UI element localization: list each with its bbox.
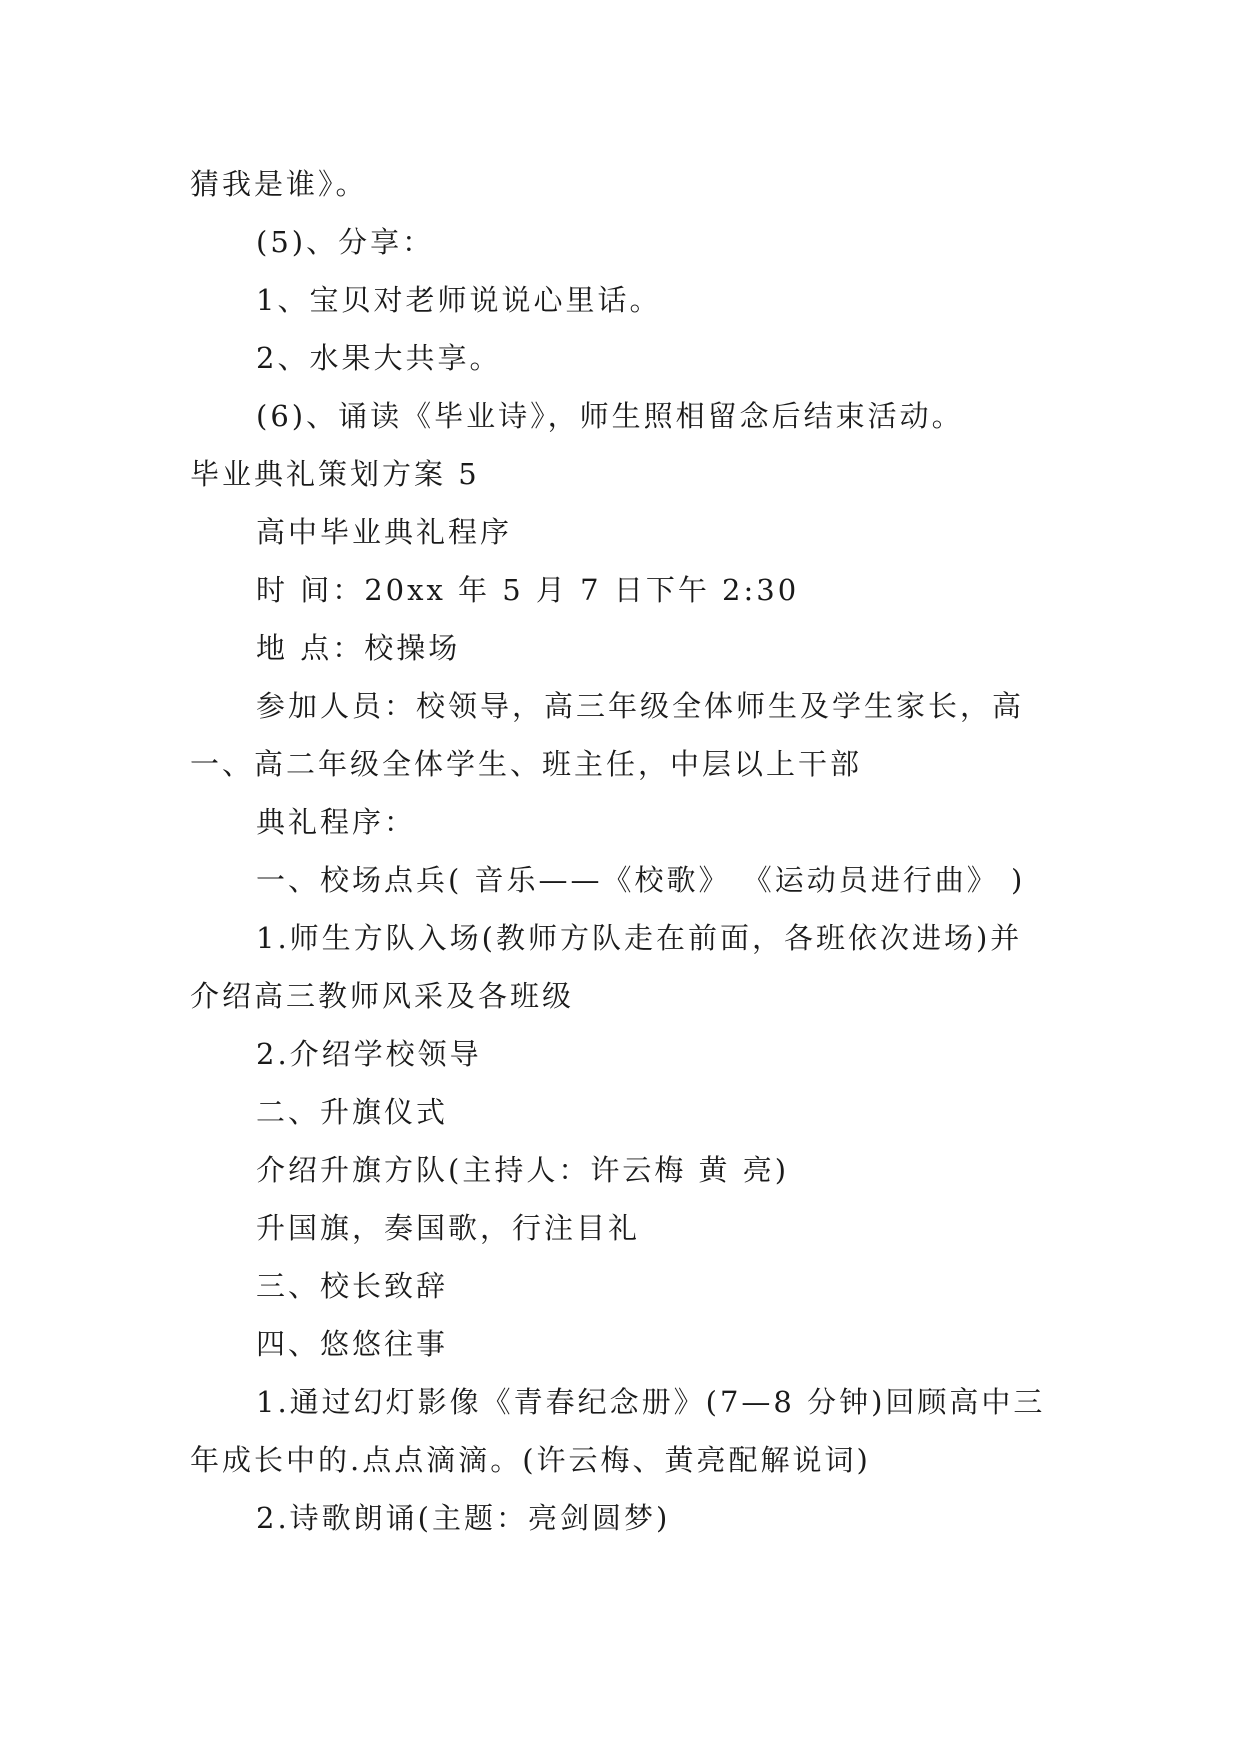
- text-line: 四、悠悠往事: [256, 1327, 449, 1361]
- text-line: 地 点：校操场: [256, 631, 461, 665]
- text-line: 2、水果大共享。: [256, 341, 502, 375]
- text-line: 2.诗歌朗诵(主题：亮剑圆梦): [256, 1501, 671, 1535]
- text-line: 三、校长致辞: [256, 1269, 449, 1303]
- text-line: 介绍高三教师风采及各班级: [190, 979, 575, 1013]
- text-line: (6)、诵读《毕业诗》，师生照相留念后结束活动。: [256, 399, 964, 433]
- text-line: 典礼程序：: [256, 805, 417, 839]
- text-line: 时 间：20xx 年 5 月 7 日下午 2:30: [256, 573, 800, 607]
- text-line: 1.师生方队入场(教师方队走在前面，各班依次进场)并: [256, 921, 1023, 955]
- text-line: (5)、分享：: [256, 225, 435, 259]
- text-line: 年成长中的.点点滴滴。(许云梅、黄亮配解说词): [190, 1443, 871, 1477]
- text-line: 1.通过幻灯影像《青春纪念册》(7—8 分钟)回顾高中三: [256, 1385, 1046, 1419]
- text-line: 二、升旗仪式: [256, 1095, 449, 1129]
- text-line: 猜我是谁》。: [190, 167, 368, 201]
- text-line: 高中毕业典礼程序: [256, 515, 513, 549]
- text-line: 介绍升旗方队(主持人：许云梅 黄 亮): [256, 1153, 790, 1187]
- text-line: 2.介绍学校领导: [256, 1037, 482, 1071]
- text-line: 一、高二年级全体学生、班主任，中层以上干部: [190, 747, 863, 781]
- text-line: 一、校场点兵( 音乐——《校歌》 《运动员进行曲》 ): [256, 863, 1026, 897]
- text-line: 参加人员：校领导，高三年级全体师生及学生家长，高: [256, 689, 1025, 723]
- text-line: 升国旗，奏国歌，行注目礼: [256, 1211, 641, 1245]
- section-heading: 毕业典礼策划方案 5: [190, 457, 480, 491]
- text-line: 1、宝贝对老师说说心里话。: [256, 283, 662, 317]
